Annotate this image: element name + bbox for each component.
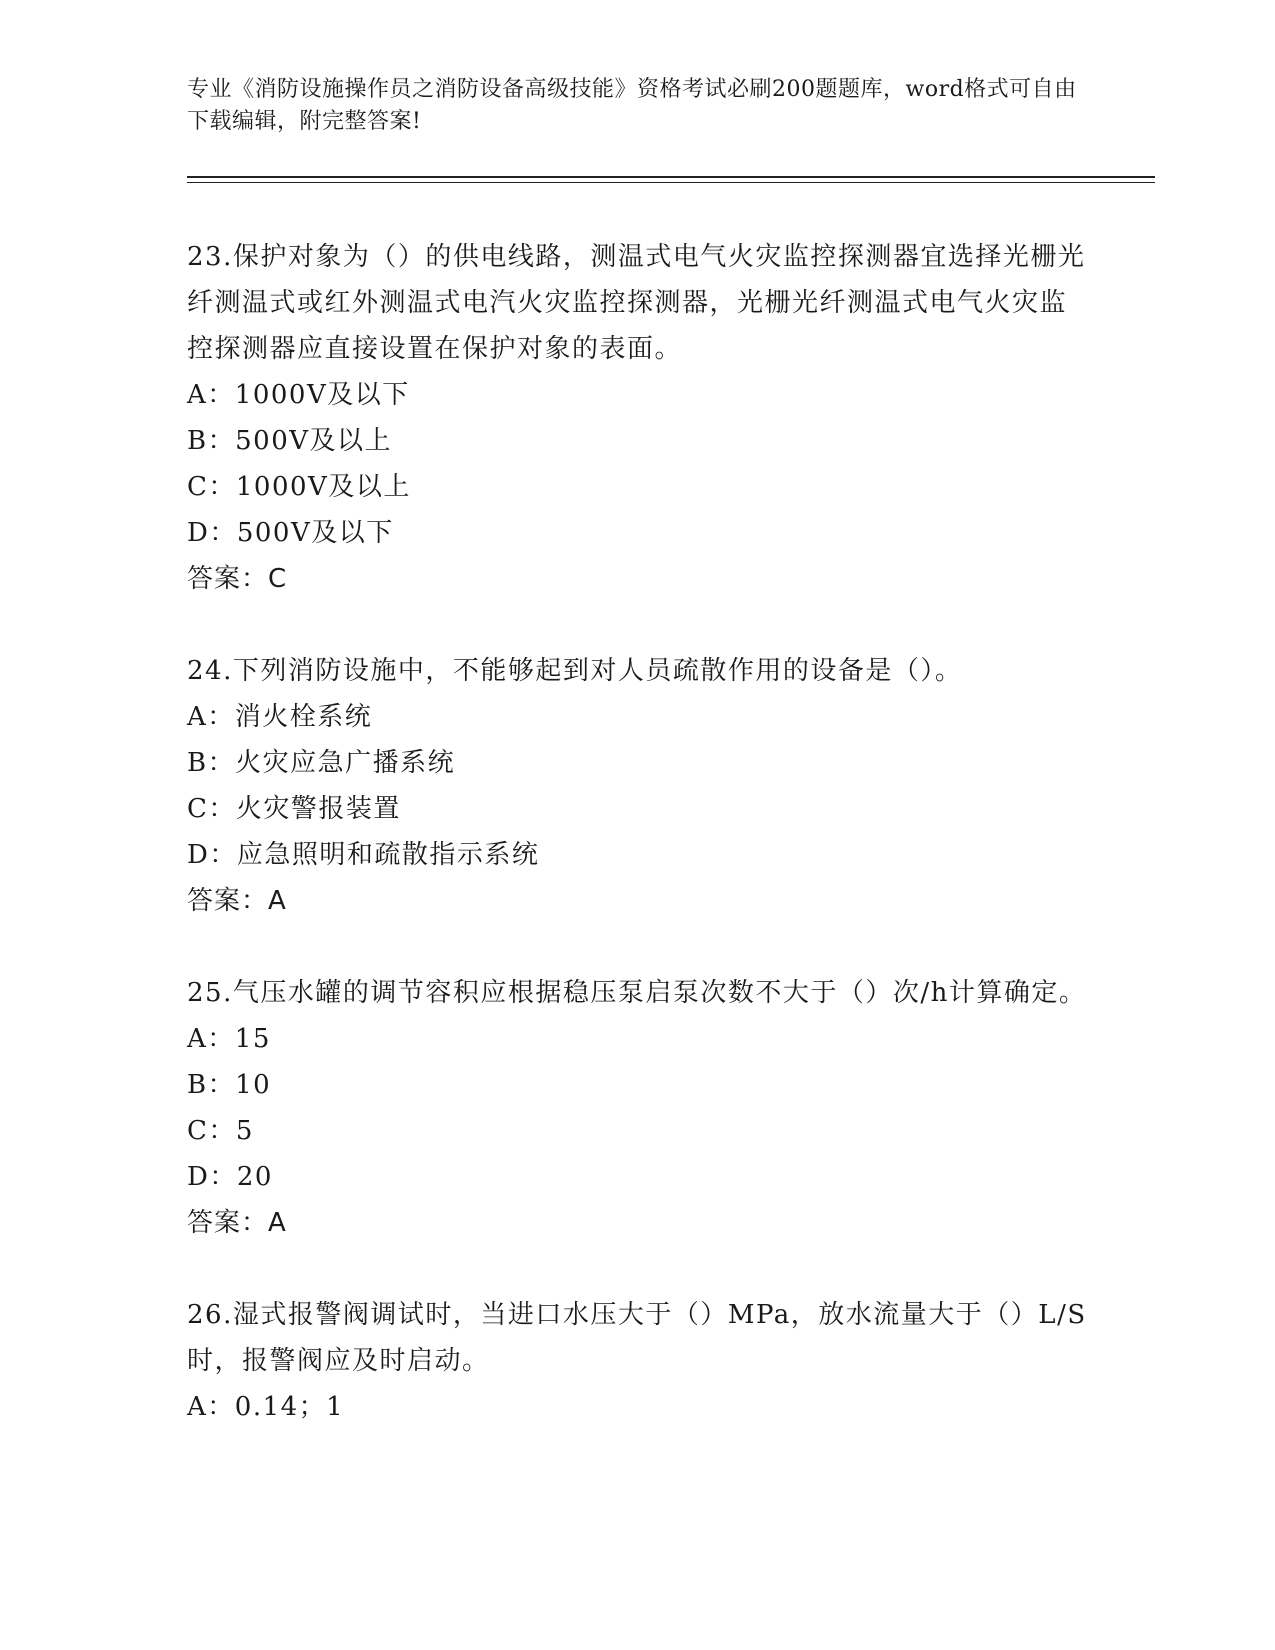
question-25 bbox=[187, 970, 1087, 1246]
option-b: B：火灾应急广播系统 bbox=[187, 748, 456, 778]
option-c: C：火灾警报装置 bbox=[187, 794, 401, 824]
question-23 bbox=[187, 234, 1087, 602]
question-stem: 24.下列消防设施中，不能够起到对人员疏散作用的设备是（）。 bbox=[187, 656, 963, 686]
option-b: B：500V及以上 bbox=[187, 426, 393, 456]
option-a: A：消火栓系统 bbox=[187, 702, 373, 732]
option-a: A：15 bbox=[187, 1024, 271, 1054]
option-c: C：5 bbox=[187, 1116, 254, 1146]
answer-line: 答案：A bbox=[187, 1208, 287, 1238]
option-b: B：10 bbox=[187, 1070, 272, 1100]
question-stem: 25.气压水罐的调节容积应根据稳压泵启泵次数不大于（）次/h计算确定。 bbox=[187, 978, 1087, 1008]
header-rule-thin bbox=[187, 182, 1155, 183]
question-26 bbox=[187, 1292, 1087, 1430]
header-rule-thick bbox=[187, 176, 1155, 178]
option-d: D：20 bbox=[187, 1162, 273, 1192]
option-a: A：0.14；1 bbox=[187, 1392, 345, 1422]
question-24 bbox=[187, 648, 1087, 924]
question-stem: 23.保护对象为（）的供电线路，测温式电气火灾监控探测器宜选择光栅光纤测温式或红外测温式电汽火灾监控探测器，光栅光纤测温式电气火灾监控探测器应直接设置在保护对象的表面。 bbox=[187, 242, 1086, 364]
question-stem: 26.湿式报警阀调试时，当进口水压大于（）MPa，放水流量大于（）L/S时，报警阀应及时启动。 bbox=[187, 1300, 1087, 1376]
question-list bbox=[187, 234, 1087, 1476]
option-a: A：1000V及以下 bbox=[187, 380, 410, 410]
option-d: D：500V及以下 bbox=[187, 518, 394, 548]
answer-line: 答案：A bbox=[187, 886, 287, 916]
answer-line: 答案：C bbox=[187, 564, 288, 594]
document-header: 专业《消防设施操作员之消防设备高级技能》资格考试必刷200题题库，word格式可自由下载编辑，附完整答案! bbox=[187, 77, 1077, 134]
option-d: D：应急照明和疏散指示系统 bbox=[187, 840, 540, 870]
option-c: C：1000V及以上 bbox=[187, 472, 411, 502]
